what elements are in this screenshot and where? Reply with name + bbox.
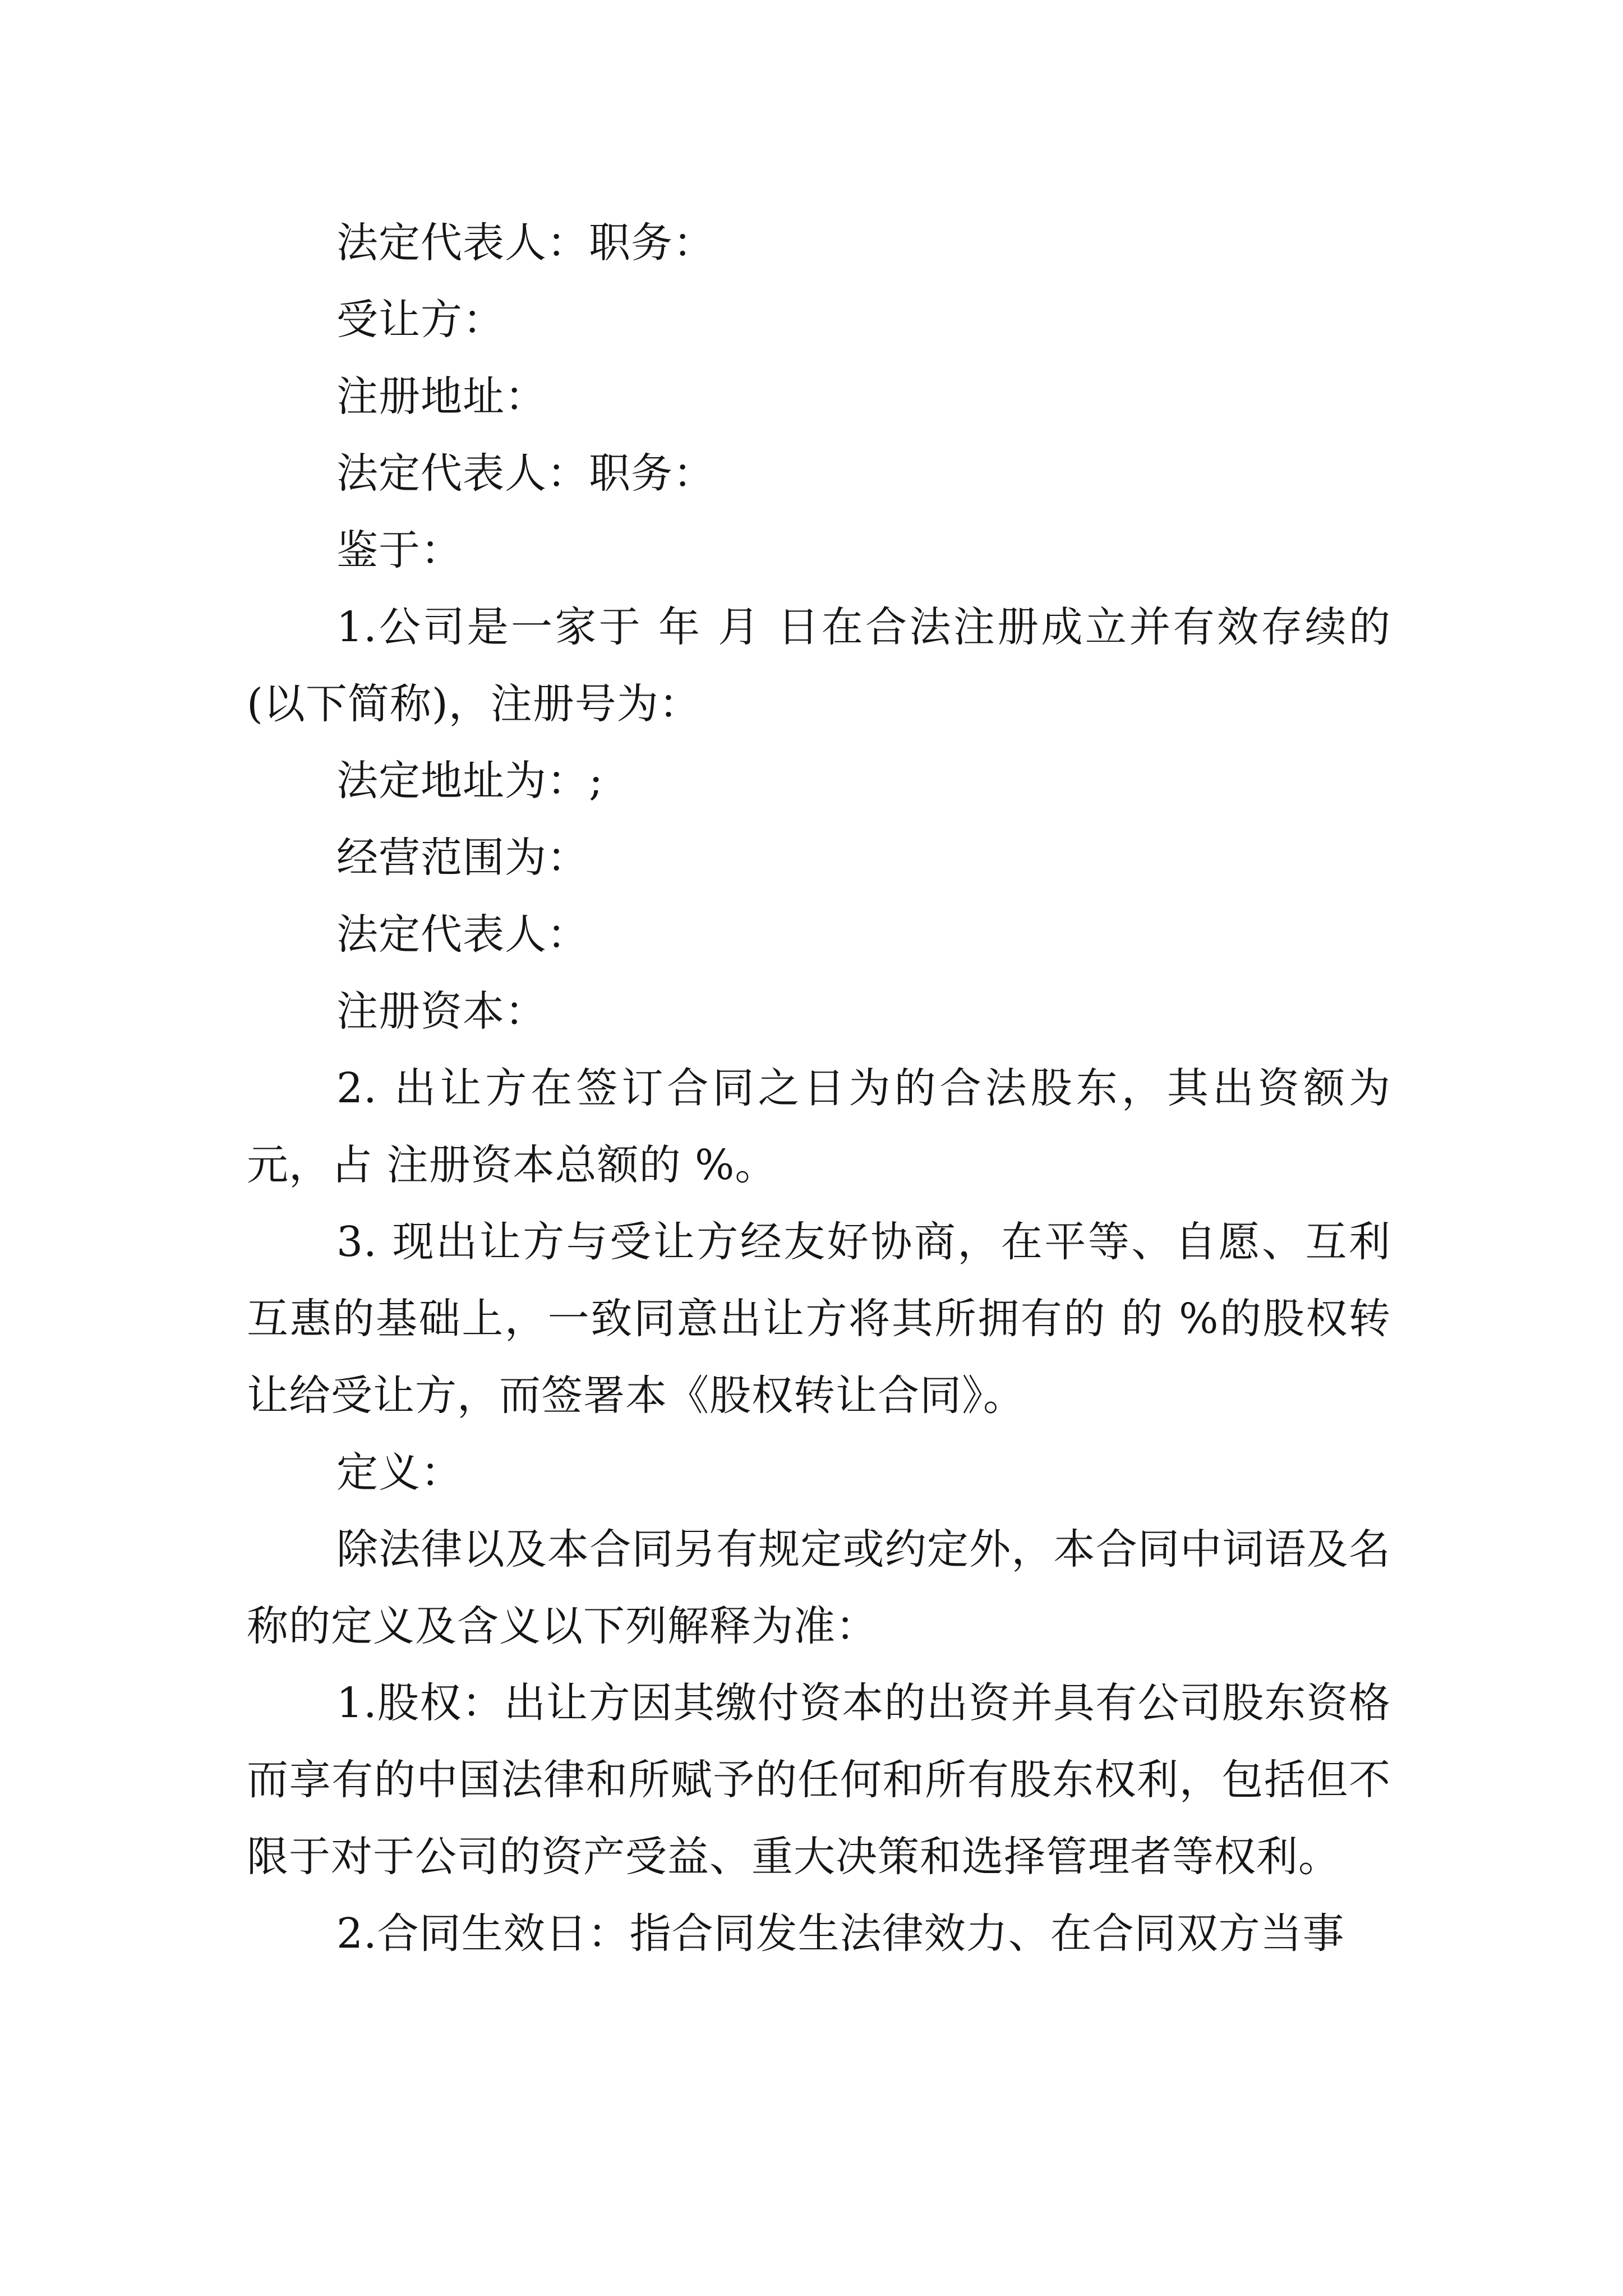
registered-address-line: 注册地址： — [336, 372, 547, 421]
transferee-legal-rep-line: 法定代表人：职务： — [336, 449, 715, 498]
definitions-intro-paragraph: 除法律以及本合同另有规定或约定外，本合同中词语及名称的定义及含义以下列解释为准： — [247, 1525, 1391, 1650]
effective-date-definition-paragraph: 2.合同生效日：指合同发生法律效力、在合同双方当事 — [336, 1910, 1345, 1958]
transferee-label: 受让方： — [336, 296, 505, 344]
document-body — [247, 205, 1391, 1972]
legal-representative-line: 法定代表人： — [336, 910, 589, 959]
whereas-heading: 鉴于： — [336, 526, 463, 574]
definitions-heading: 定义： — [336, 1448, 463, 1497]
business-scope-line: 经营范围为： — [336, 834, 589, 882]
transferor-legal-rep-line: 法定代表人：职务： — [336, 219, 715, 267]
registered-capital-line: 注册资本： — [336, 987, 547, 1036]
equity-definition-paragraph: 1.股权：出让方因其缴付资本的出资并具有公司股东资格而享有的中国法律和所赋予的任何和所有股东权利，包括但不限于对于公司的资产受益、重大决策和选择管理者等权利。 — [247, 1679, 1391, 1881]
transfer-agreement-paragraph: 3. 现出让方与受让方经友好协商，在平等、自愿、互利互惠的基础上，一致同意出让方将其所拥有的 的 %的股权转让给受让方，而签署本《股权转让合同》。 — [247, 1218, 1391, 1420]
shareholder-contribution-paragraph: 2. 出让方在签订合同之日为的合法股东，其出资额为元，占 注册资本总额的 %。 — [247, 1064, 1391, 1189]
legal-address-line: 法定地址为：; — [336, 757, 603, 805]
company-description-paragraph: 1.公司是一家于 年 月 日在合法注册成立并有效存续的(以下简称)，注册号为： — [247, 603, 1391, 728]
